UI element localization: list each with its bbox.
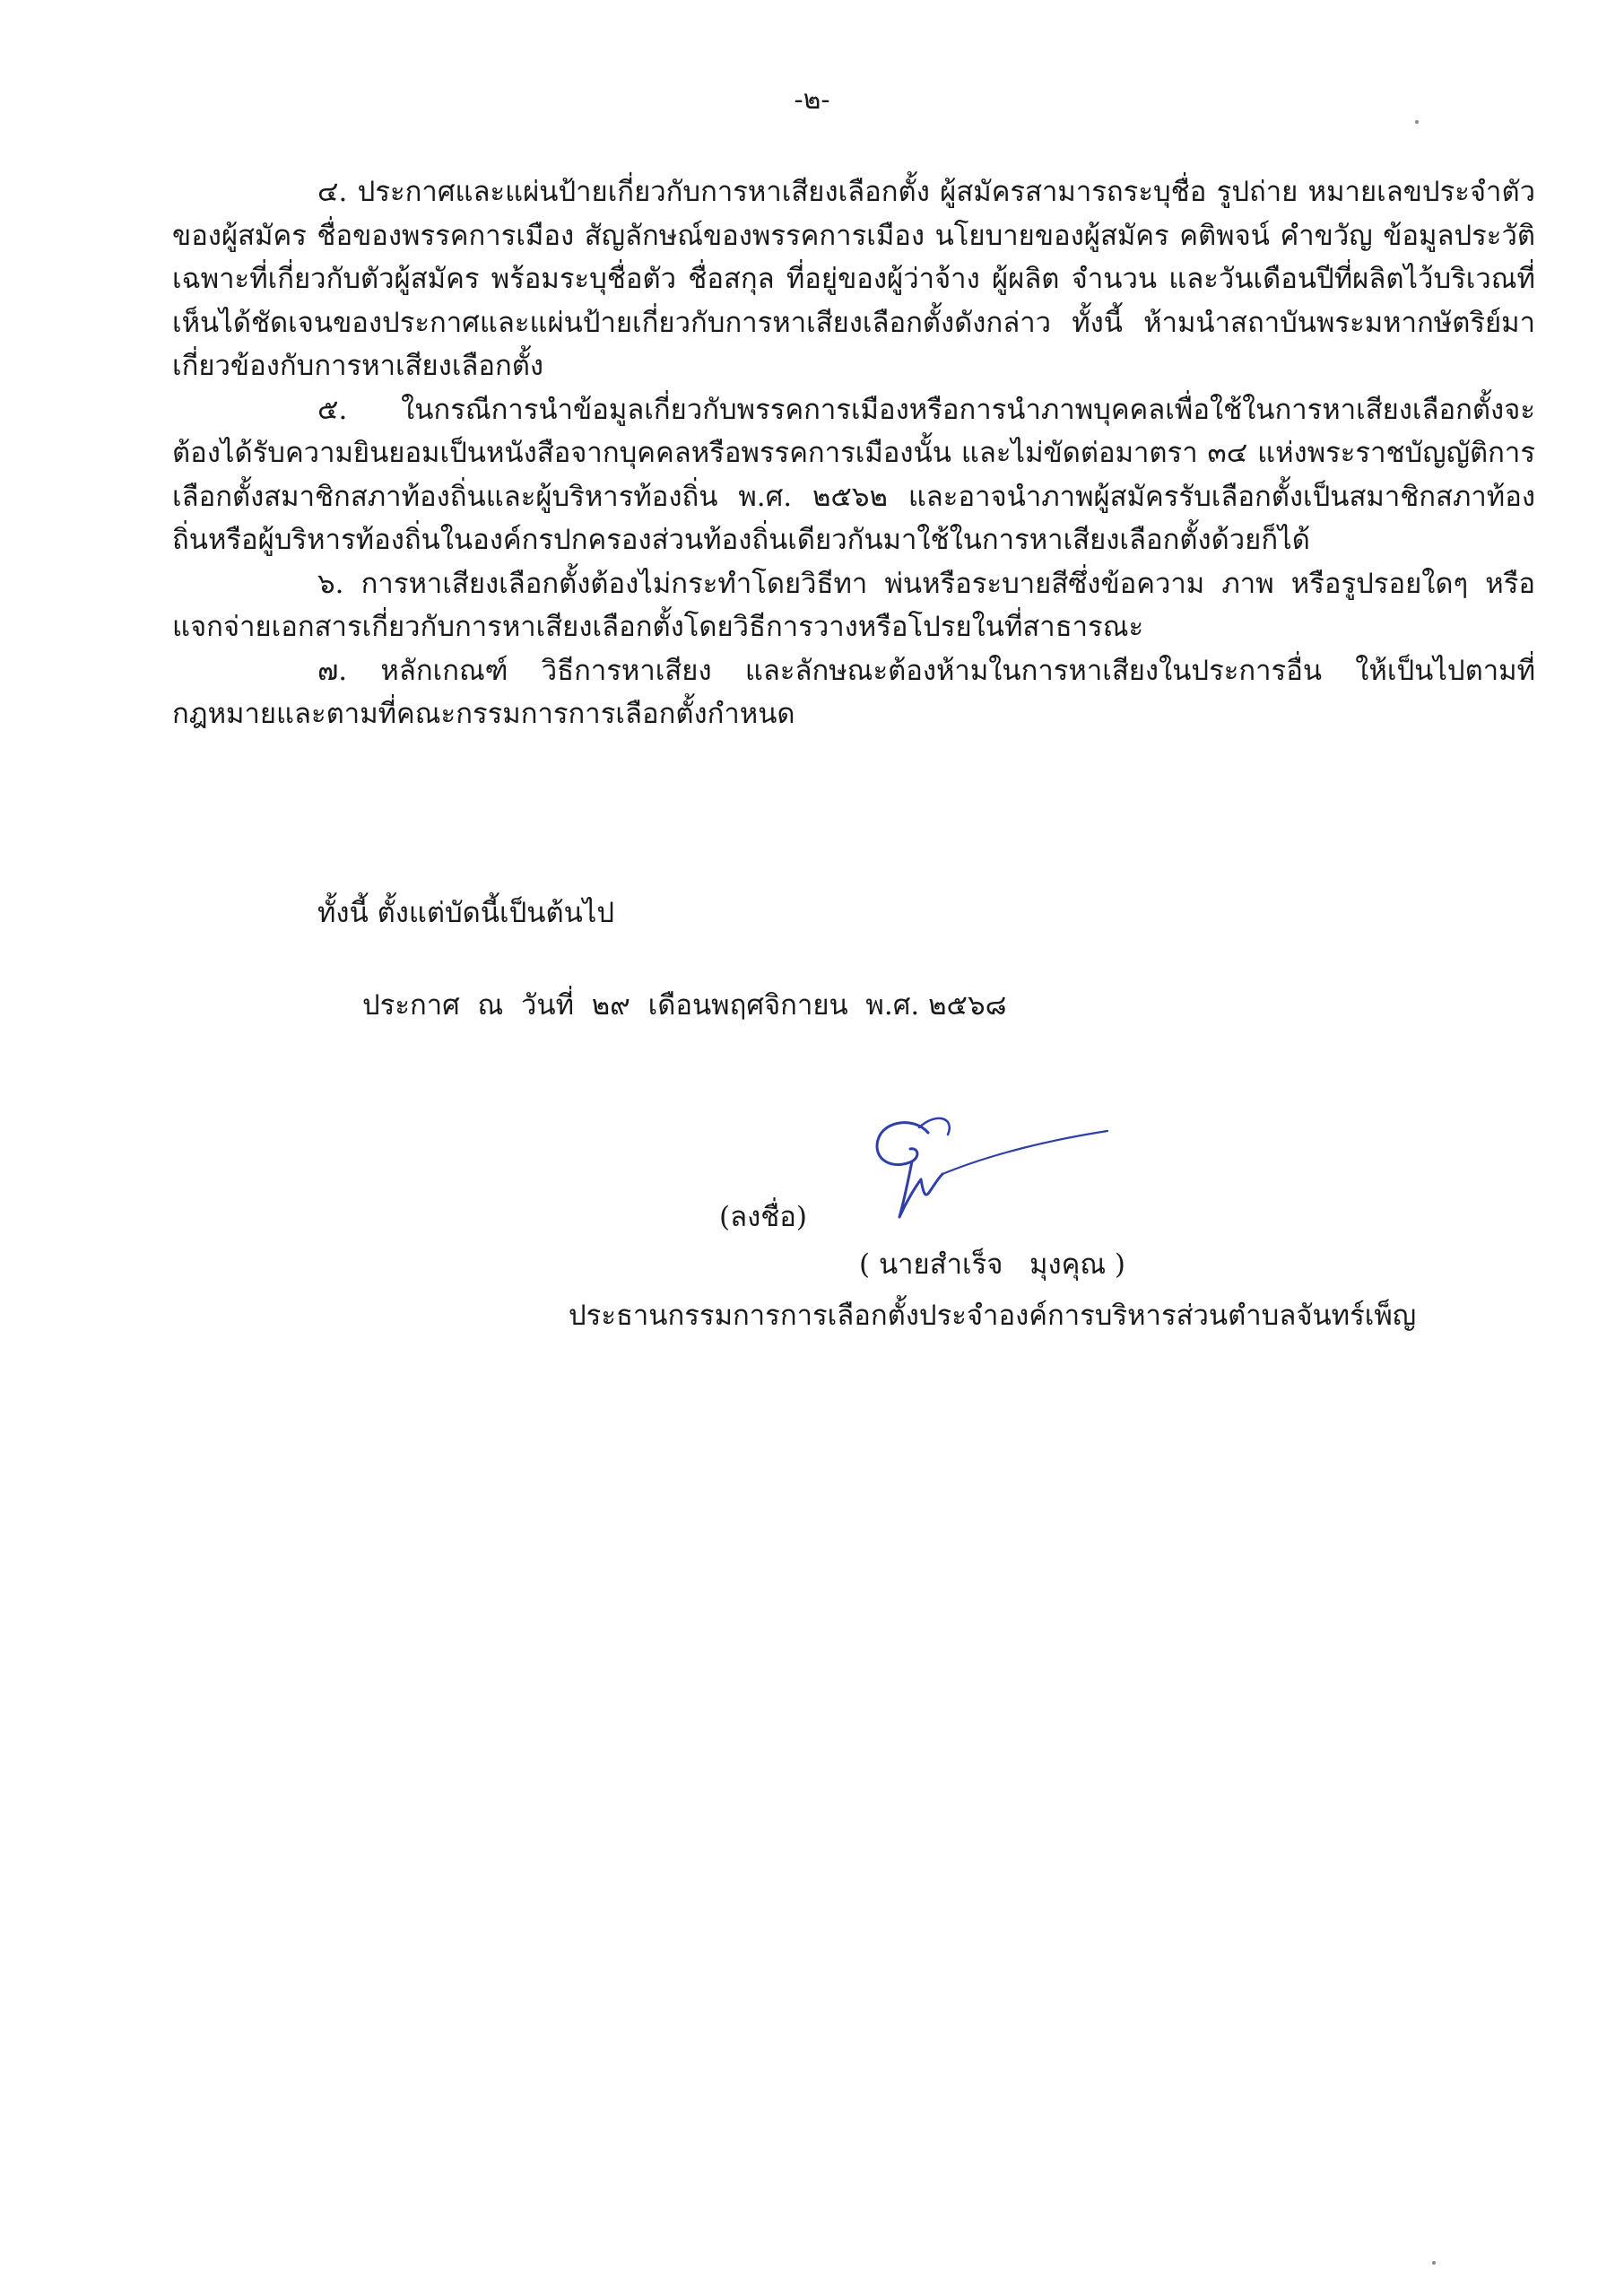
scan-speck	[1415, 120, 1419, 124]
clause-7-paragraph: ๗. หลักเกณฑ์ วิธีการหาเสียง และลักษณะต้องห้ามในการหาเสียงในประการอื่น ให้เป็นไปตามที่กฎหมายและตามที่คณะกรรมการการเลือกตั้งกำหนด	[172, 654, 1535, 730]
announcement-date: ประกาศ ณ วันที่ ๒๙ เดือนพฤศจิกายน พ.ศ. ๒๕๖๘	[362, 989, 1007, 1022]
clause-5-paragraph: ๕. ในกรณีการนำข้อมูลเกี่ยวกับพรรคการเมืองหรือการนำภาพบุคคลเพื่อใช้ในการหาเสียงเลือกตั้งจะต้องได้รับความยินยอมเป็นหนังสือจากบุคคลหรือพรรคการเมืองนั้น และไม่ขัดต่อมาตรา ๓๔ แห่งพระราชบัญญัติการเลือกตั้งสมาชิกสภาท้องถิ่นและผู้บริหารท้องถิ่น พ.ศ. ๒๕๖๒ และอาจนำภาพผู้สมัครรับเลือกตั้งเป็นสมาชิกสภาท้องถิ่นหรือผู้บริหารท้องถิ่นในองค์กรปกครองส่วนท้องถิ่นเดียวกันมาใช้ในการหาเสียงเลือกตั้งด้วยก็ได้	[172, 393, 1535, 556]
page-number: -๒-	[794, 84, 830, 116]
scan-speck	[1432, 2261, 1436, 2265]
handwritten-signature	[865, 1108, 1116, 1242]
clause-6-paragraph: ๖. การหาเสียงเลือกตั้งต้องไม่กระทำโดยวิธีทา พ่นหรือระบายสีซึ่งข้อความ ภาพ หรือรูปรอยใดๆ หรือแจกจ่ายเอกสารเกี่ยวกับการหาเสียงเลือกตั้งโดยวิธีการวางหรือโปรยในที่สาธารณะ	[172, 567, 1535, 643]
effective-statement: ทั้งนี้ ตั้งแต่บัดนี้เป็นต้นไป	[317, 897, 615, 929]
signer-name: ( นายสำเร็จ มุงคุณ )	[859, 1248, 1126, 1281]
signer-title: ประธานกรรมการการเลือกตั้งประจำองค์การบริหารส่วนตำบลจันทร์เพ็ญ	[569, 1300, 1417, 1332]
clause-4-paragraph: ๔. ประกาศและแผ่นป้ายเกี่ยวกับการหาเสียงเลือกตั้ง ผู้สมัครสามารถระบุชื่อ รูปถ่าย หมายเลขประจำตัวของผู้สมัคร ชื่อของพรรคการเมือง สัญลักษณ์ของพรรคการเมือง นโยบายของผู้สมัคร คติพจน์ คำขวัญ ข้อมูลประวัติเฉพาะที่เกี่ยวกับตัวผู้สมัคร พร้อมระบุชื่อตัว ชื่อสกุล ที่อยู่ของผู้ว่าจ้าง ผู้ผลิต จำนวน และวันเดือนปีที่ผลิตไว้บริเวณที่เห็นได้ชัดเจนของประกาศและแผ่นป้ายเกี่ยวกับการหาเสียงเลือกตั้งดังกล่าว ทั้งนี้ ห้ามนำสถาบันพระมหากษัตริย์มาเกี่ยวข้องกับการหาเสียงเลือกตั้ง	[172, 176, 1535, 382]
signed-label: (ลงชื่อ)	[719, 1201, 807, 1233]
announcement-body	[172, 170, 1535, 736]
